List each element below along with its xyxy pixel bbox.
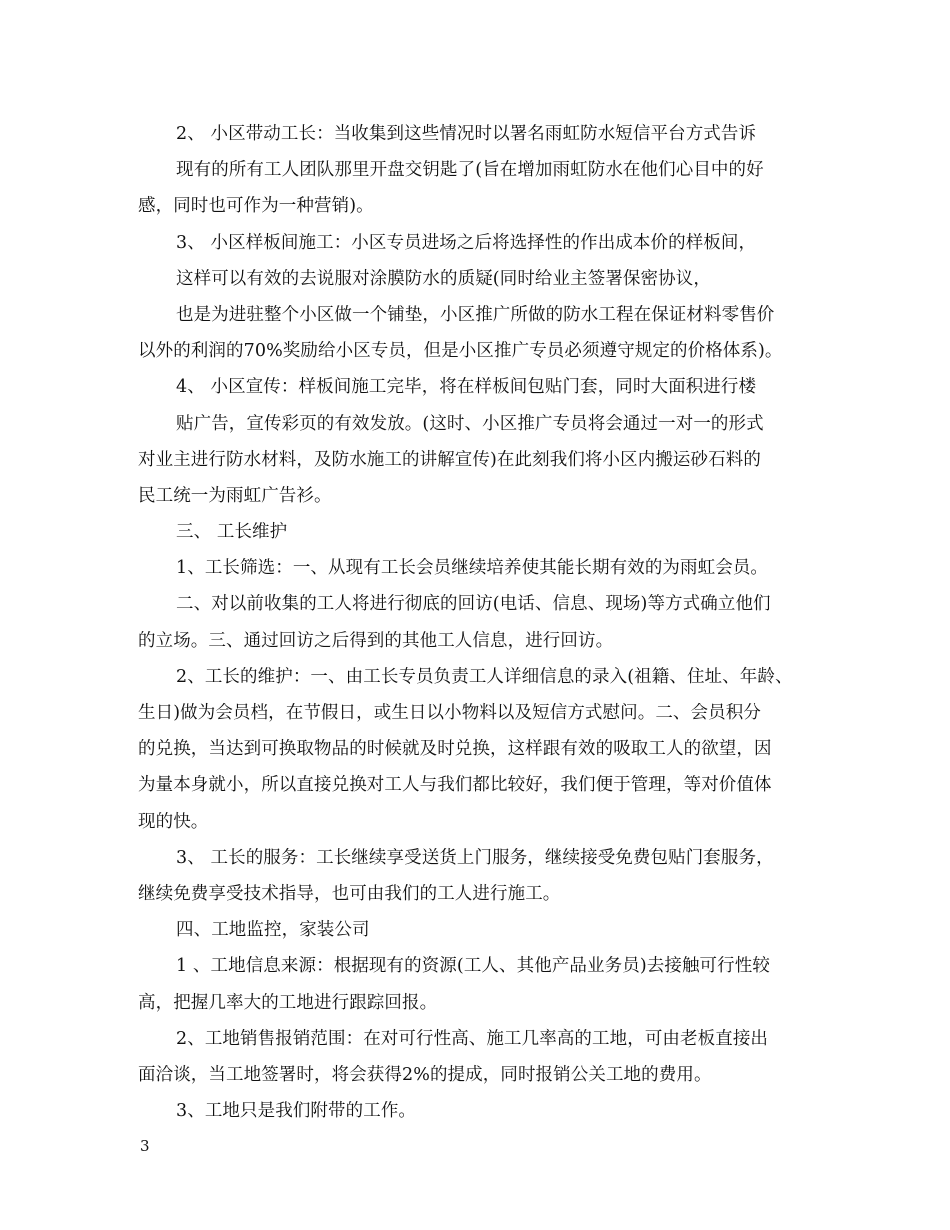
text-line: 现有的所有工人团队那里开盘交钥匙了(旨在增加雨虹防水在他们心目中的好 [176,160,764,181]
text-line: 的兑换，当达到可换取物品的时候就及时兑换，这样跟有效的吸取工人的欲望，因 [138,739,772,760]
text-line: 二、对以前收集的工人将进行彻底的回访(电话、信息、现场)等方式确立他们 [176,594,771,615]
text-line: 的立场。三、通过回访之后得到的其他工人信息，进行回访。 [138,630,614,651]
text-line: 3、工地只是我们附带的工作。 [176,1101,417,1122]
text-line: 也是为进驻整个小区做一个铺垫，小区推广所做的防水工程在保证材料零售价 [176,304,775,325]
text-line: 四、工地监控，家装公司 [176,920,370,941]
text-line: 这样可以有效的去说服对涂膜防水的质疑(同时给业主签署保密协议， [176,268,711,289]
text-line: 三、 工长维护 [176,522,288,543]
text-line: 1、工长筛选：一、从现有工长会员继续培养使其能长期有效的为雨虹会员。 [176,558,769,579]
text-line: 2、工长的维护：一、由工长专员负责工人详细信息的录入(祖籍、住址、年龄、 [176,666,793,687]
text-line: 1 、工地信息来源：根据现有的资源(工人、其他产品业务员)去接触可行性较 [176,956,770,977]
text-line: 4、 小区宣传：样板间施工完毕，将在样板间包贴门套，同时大面积进行楼 [176,377,757,398]
text-line: 现的快。 [138,811,209,832]
text-line: 民工统一为雨虹广告衫。 [138,485,332,506]
text-line: 生日)做为会员档，在节假日，或生日以小物料以及短信方式慰问。二、会员积分 [138,703,761,723]
page-number: 3 [140,1137,150,1155]
document-body [138,116,814,1129]
text-line: 为量本身就小，所以直接兑换对工人与我们都比较好，我们便于管理，等对价值体 [138,775,772,796]
text-line: 2、工地销售报销范围：在对可行性高、施工几率高的工地，可由老板直接出 [176,1028,769,1049]
text-line: 感，同时也可作为一种营销)。 [138,196,374,217]
text-line: 贴广告，宣传彩页的有效发放。(这时、小区推广专员将会通过一对一的形式 [176,413,764,434]
text-line: 3、 工长的服务：工长继续享受送货上门服务，继续接受免费包贴门套服务， [176,847,774,868]
text-line: 高，把握几率大的工地进行跟踪回报。 [138,992,438,1013]
text-line: 3、 小区样板间施工：小区专员进场之后将选择性的作出成本价的样板间， [176,232,757,253]
text-line: 对业主进行防水材料，及防水施工的讲解宣传)在此刻我们将小区内搬运砂石料的 [138,449,761,470]
text-line: 以外的利润的70%奖励给小区专员，但是小区推广专员必须遵守规定的价格体系)。 [138,341,783,362]
text-line: 2、 小区带动工长：当收集到这些情况时以署名雨虹防水短信平台方式告诉 [176,124,757,144]
text-line: 继续免费享受技术指导，也可由我们的工人进行施工。 [138,883,561,904]
text-line: 面洽谈，当工地签署时，将会获得2%的提成，同时报销公关工地的费用。 [138,1064,712,1085]
